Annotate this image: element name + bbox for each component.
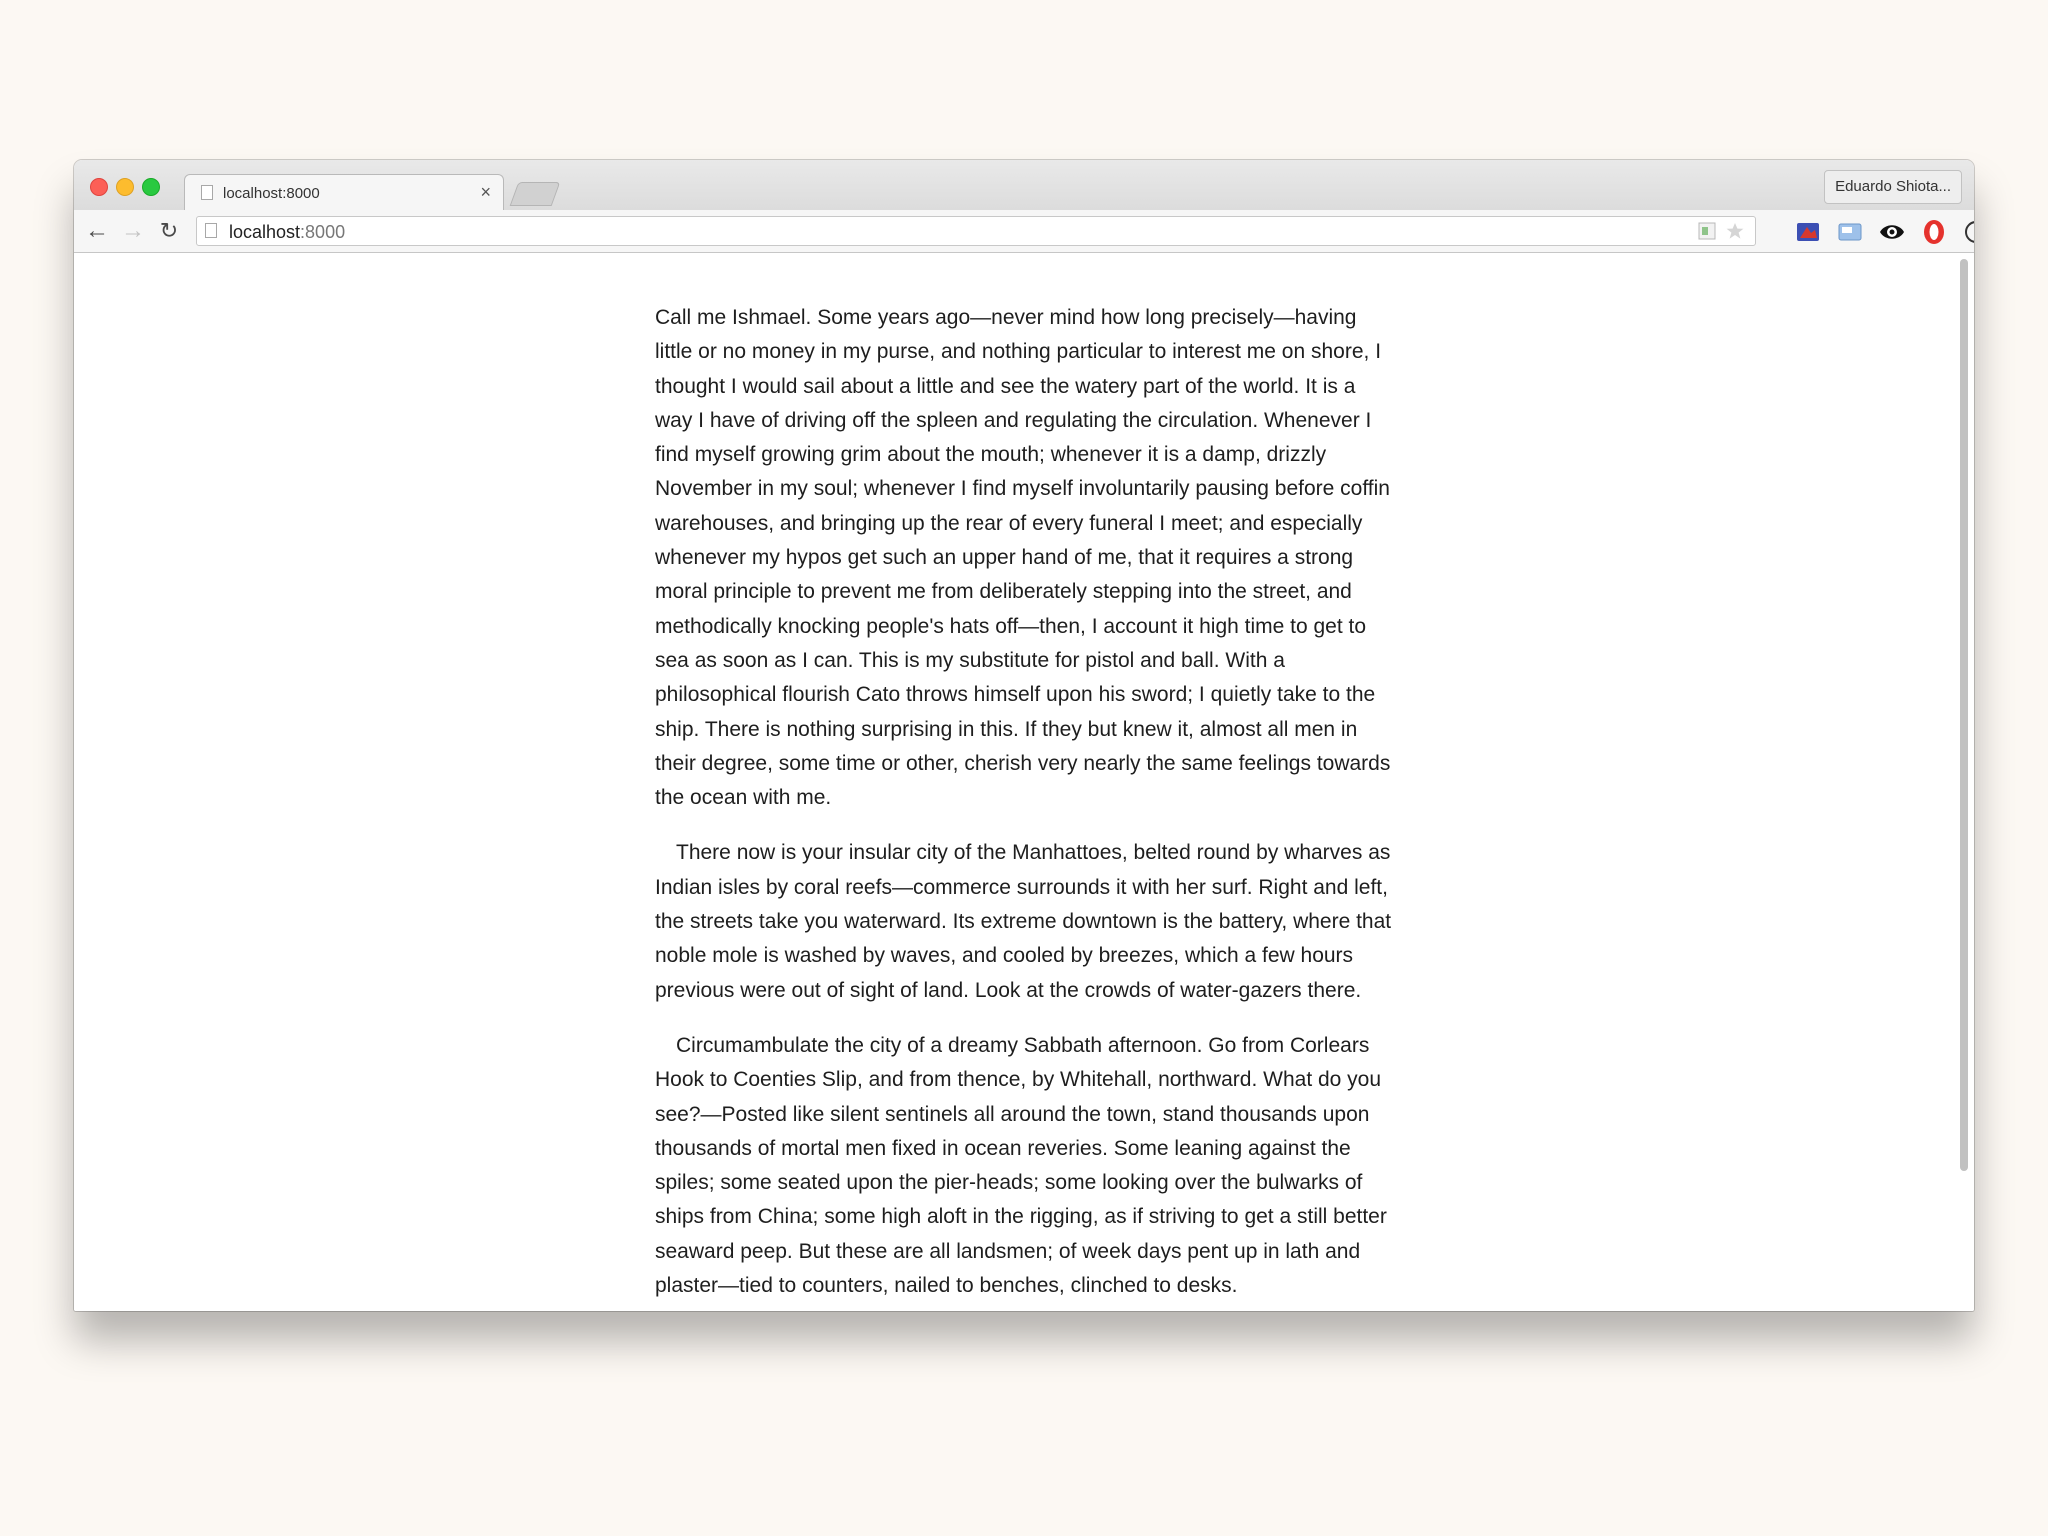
page-icon [205,223,217,238]
paragraph-3: Circumambulate the city of a dreamy Sabbath afternoon. Go from Corlears Hook to Coenties Slip, and from thence, by Whitehall, northward. What do you see?—Posted like silent sentinels all around the town, stand thousands upon thousands of mortal men fixed in ocean reveries. Some leaning against the spiles; some seated upon the pier-heads; some looking over the bulwarks of ships from China; some high aloft in the rigging, as if striving to get a still better seaward peep. But these are all landsmen; of week days pent up in lath and plaster—tied to counters, nailed to benches, clinched to desks. [655,1033,1387,1298]
address-url[interactable] [229,222,345,243]
close-window-button[interactable] [90,178,108,196]
screenshot-icon[interactable] [1836,218,1864,246]
address-bar[interactable] [196,216,1756,246]
tab-localhost[interactable] [184,174,504,212]
paragraph-2: There now is your insular city of the Manhattoes, belted round by wharves as Indian isles by coral reefs—commerce surrounds it with her surf. Right and left, the streets take you waterward. Its extreme downtown is the battery, where that noble mole is washed by waves, and cooled by breezes, which a few hours previous were out of sight of land. Look at the crowds of water-gazers there. [655,841,1392,1002]
forward-button[interactable]: → [121,217,145,244]
reader-icon[interactable] [1697,221,1717,241]
url-host: localhost [229,222,301,242]
toolbar [74,210,1974,253]
new-tab-button[interactable] [510,182,561,206]
url-port: :8000 [300,222,346,242]
back-button[interactable]: ← [85,217,109,244]
star-icon[interactable] [1725,221,1745,241]
paragraph-1: Call me Ishmael. Some years ago—never mind how long precisely—having little or no money in my purse, and nothing particular to interest me on shore, I thought I would sail about a little and see the watery part of the world. It is a way I have of driving off the spleen and regulating the circulation. Whenever I find myself growing grim about the mouth; whenever it is a damp, drizzly November in my soul; whenever I find myself involuntarily pausing before coffin warehouses, and bringing up the rear of every funeral I meet; and especially whenever my hypos get such an upper hand of me, that it requires a strong moral principle to prevent me from deliberately stepping into the street, and methodically knocking people's hats off—then, I account it high time to get to sea as soon as I can. This is my substitute for pistol and ball. With a philosophical flourish Cato throws himself upon his sword; I quietly take to the ship. There is nothing surprising in this. If they but knew it, almost all men in their degree, some time or other, cherish very nearly the same feelings towards the ocean with me. [655,306,1391,810]
opera-icon[interactable] [1920,218,1948,246]
minimize-window-button[interactable] [116,178,134,196]
page-content [74,253,1974,1311]
maximize-window-button[interactable] [142,178,160,196]
profile-button[interactable]: Eduardo Shiota... [1824,170,1962,204]
tab-strip [74,160,1974,210]
eye-icon[interactable] [1878,218,1906,246]
article [655,301,1395,1311]
extension-a-icon[interactable] [1794,218,1822,246]
tab-title: localhost:8000 [223,185,320,202]
close-tab-icon[interactable]: × [480,182,491,202]
info-icon[interactable] [1962,218,1974,246]
page-icon [201,185,213,200]
browser-window [74,160,1974,1311]
reload-button[interactable]: ↻ [159,218,179,243]
scrollbar[interactable] [1960,259,1968,1171]
